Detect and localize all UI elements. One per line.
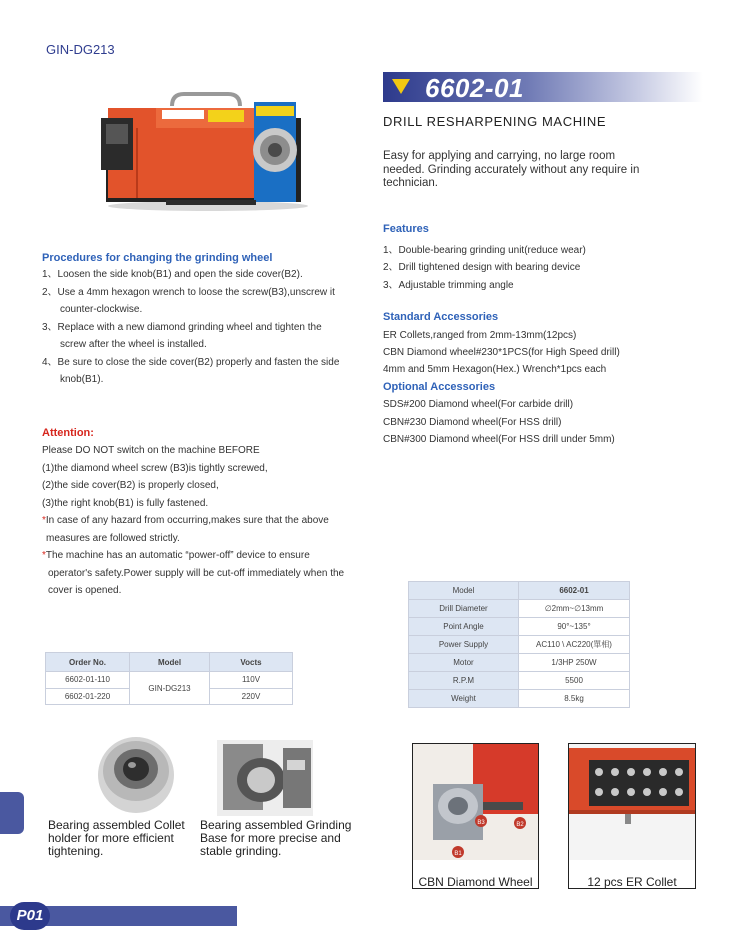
spec-value: 1/3HP 250W (519, 654, 630, 672)
attention-block (42, 442, 372, 600)
cbn-wheel-caption: CBN Diamond Wheel (418, 875, 533, 889)
model-code: GIN-DG213 (46, 42, 115, 57)
table-row (409, 654, 630, 672)
spec-label: Power Supply (409, 636, 519, 654)
table-row (46, 672, 293, 689)
table-row (409, 636, 630, 654)
attention-heading: Attention: (42, 427, 94, 439)
note-hazard: *In case of any hazard from occurring,makes sure that the above (42, 515, 329, 526)
spec-table (408, 581, 630, 708)
spec-label: Motor (409, 654, 519, 672)
star-mark: * (42, 550, 46, 561)
note-power-off-cont: operator's safety.Power supply will be cut-off immediately when the (48, 567, 345, 579)
feature-item: 3、Adjustable trimming angle (383, 280, 514, 291)
procedure-step: 1、Loosen the side knob(B1) and open the side cover(B2). (42, 269, 303, 280)
spec-value: 90°~135° (519, 618, 630, 636)
spec-value: 5500 (519, 672, 630, 690)
optional-item: SDS#200 Diamond wheel(For carbide drill) (383, 399, 574, 410)
note-power-off-cont: cover is opened. (48, 585, 122, 596)
spec-label: Weight (409, 690, 519, 708)
procedure-step: screw after the wheel is installed. (60, 339, 207, 350)
spec-value: ∅2mm~∅13mm (519, 600, 630, 618)
table-row (409, 600, 630, 618)
er-collet-photo (569, 744, 695, 860)
note-power-off: *The machine has an automatic “power-off” device to ensure (42, 550, 310, 561)
side-tab (0, 792, 24, 834)
accessory-item: ER Collets,ranged from 2mm-13mm(12pcs) (383, 330, 577, 341)
collet-holder-caption: Bearing assembled Collet holder for more efficient tightening. (48, 818, 185, 858)
procedure-step: 4、Be sure to close the side cover(B2) properly and fasten the side (42, 356, 340, 368)
note-hazard-cont: measures are followed strictly. (46, 532, 180, 544)
order-number: 6602-01-110 (46, 672, 130, 689)
grinding-base-caption: Bearing assembled Grinding Base for more precise and stable grinding. (200, 818, 352, 858)
callout-b3: B3 (477, 820, 485, 826)
cbn-wheel-frame (412, 743, 539, 889)
order-voltage: 220V (210, 688, 293, 705)
standard-accessories-heading: Standard Accessories (383, 311, 499, 323)
order-voltage: 110V (210, 672, 293, 689)
optional-accessories-heading: Optional Accessories (383, 381, 496, 393)
spec-value: AC110 \ AC220(單相) (519, 636, 630, 654)
grinding-base-photo (217, 740, 313, 816)
attention-line: Please DO NOT switch on the machine BEFORE (42, 445, 260, 456)
er-collet-caption: 12 pcs ER Collet (587, 875, 677, 889)
triangle-icon (392, 79, 410, 94)
table-row (409, 690, 630, 708)
page-label: P01 (10, 902, 50, 930)
spec-label: Model (409, 582, 519, 600)
procedure-step: knob(B1). (60, 374, 104, 385)
accessory-item: 4mm and 5mm Hexagon(Hex.) Wrench*1pcs each (383, 364, 607, 375)
order-header: Model (130, 653, 210, 672)
optional-item: CBN#230 Diamond wheel(For HSS drill) (383, 417, 562, 428)
table-row (409, 582, 630, 600)
table-row (409, 672, 630, 690)
star-mark: * (42, 515, 46, 526)
optional-item: CBN#300 Diamond wheel(For HSS drill under 5mm) (383, 434, 615, 445)
procedure-step: counter-clockwise. (60, 304, 143, 315)
attention-line: (1)the diamond wheel screw (B3)is tightly screwed, (42, 462, 268, 474)
order-header: Vocts (210, 653, 293, 672)
callout-b1: B1 (454, 851, 462, 857)
order-table (45, 652, 293, 705)
attention-line: (2)the side cover(B2) is properly closed, (42, 480, 219, 491)
features-heading: Features (383, 223, 429, 235)
feature-item: 2、Drill tightened design with bearing device (383, 262, 581, 273)
procedure-step: 2、Use a 4mm hexagon wrench to loose the screw(B3),unscrew it (42, 286, 335, 298)
feature-item: 1、Double-bearing grinding unit(reduce wear) (383, 245, 586, 256)
procedure-step: 3、Replace with a new diamond grinding wheel and tighten the (42, 321, 322, 333)
er-collet-frame (568, 743, 696, 889)
cbn-wheel-photo (413, 744, 538, 860)
accessory-item: CBN Diamond wheel#230*1PCS(for High Speed drill) (383, 347, 620, 358)
order-number: 6602-01-220 (46, 688, 130, 705)
collet-holder-photo (96, 735, 176, 815)
procedures-heading: Procedures for changing the grinding wheel (42, 252, 273, 264)
callout-b2: B2 (516, 822, 524, 828)
order-model: GIN-DG213 (130, 672, 210, 705)
order-header: Order No. (46, 653, 130, 672)
spec-value: 8.5kg (519, 690, 630, 708)
table-row (409, 618, 630, 636)
procedures-list (42, 266, 372, 389)
spec-label: Point Angle (409, 618, 519, 636)
machine-photo (96, 88, 308, 213)
table-header-row (46, 653, 293, 672)
spec-label: Drill Diameter (409, 600, 519, 618)
attention-line: (3)the right knob(B1) is fully fastened. (42, 497, 209, 509)
spec-label: R.P.M (409, 672, 519, 690)
product-subtitle: DRILL RESHARPENING MACHINE (383, 114, 607, 129)
spec-value: 6602-01 (519, 582, 630, 600)
product-number: 6602-01 (425, 73, 524, 103)
intro-text: Easy for applying and carrying, no large room needed. Grinding accurately without any require in technician. (383, 150, 640, 189)
